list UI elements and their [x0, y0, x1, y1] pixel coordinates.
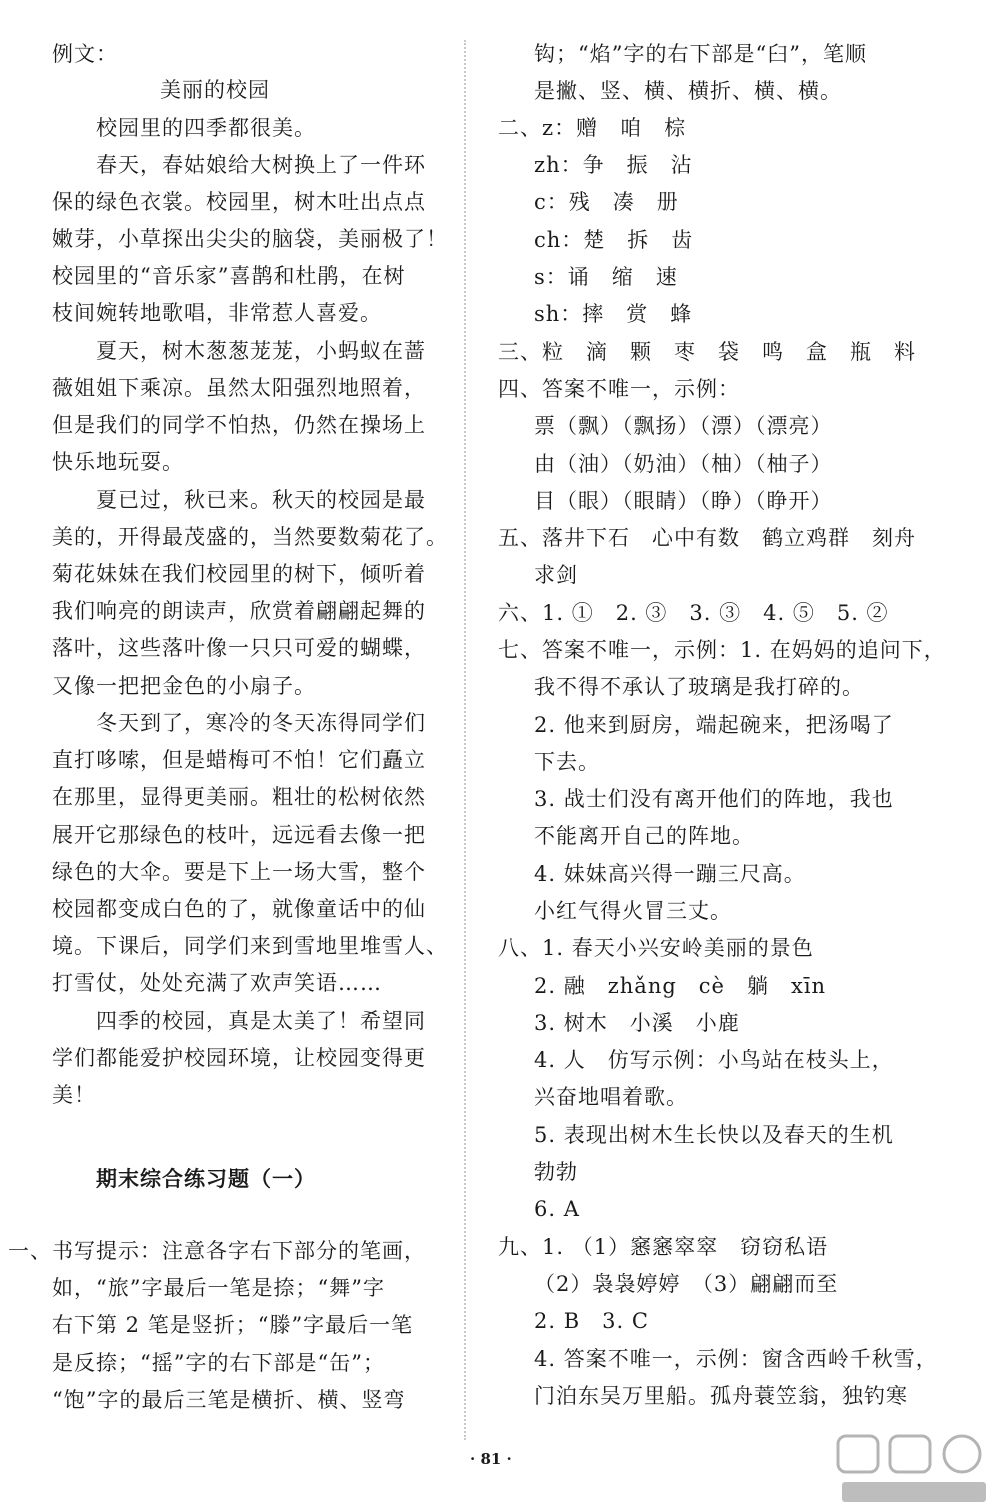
text-line: （2）袅袅婷婷 （3）翩翩而至 — [534, 1272, 839, 1296]
text-line: sh：摔 赏 蜂 — [534, 302, 693, 326]
text-line: 四、答案不唯一，示例： — [498, 377, 740, 401]
text-line: 嫩芽，小草探出尖尖的脑袋，美丽极了！ — [52, 227, 448, 251]
text-line: 小红气得火冒三丈。 — [534, 899, 732, 923]
text-line: 快乐地玩耍。 — [52, 450, 184, 474]
text-line: 2. 他来到厨房，端起碗来，把汤喝了 — [534, 713, 894, 737]
text-line: 如，“旅”字最后一笔是捺；“舞”字 — [52, 1276, 385, 1300]
text-line: 枝间婉转地歌唱，非常惹人喜爱。 — [52, 301, 382, 325]
text-line: s：诵 缩 速 — [534, 265, 678, 289]
text-line: 八、1. 春天小兴安岭美丽的景色 — [498, 936, 814, 960]
text-line: 又像一把把金色的小扇子。 — [52, 674, 316, 698]
text-line: 2. 融 zhǎng cè 躺 xīn — [534, 974, 827, 998]
text-line: 右下第 2 笔是竖折；“滕”字最后一笔 — [52, 1313, 414, 1337]
text-line: 2. B 3. C — [534, 1309, 649, 1333]
text-line: 薇姐姐下乘凉。虽然太阳强烈地照着， — [52, 376, 426, 400]
text-line: 不能离开自己的阵地。 — [534, 824, 754, 848]
text-line: 校园里的“音乐家”喜鹊和杜鹃，在树 — [52, 264, 406, 288]
text-line: 六、1. ① 2. ③ 3. ③ 4. ⑤ 5. ② — [498, 601, 889, 625]
text-line: 下去。 — [534, 750, 600, 774]
text-line: 钩；“焰”字的右下部是“臼”，笔顺 — [534, 42, 867, 66]
text-line: 九、1. （1）窸窸窣窣 窃窃私语 — [498, 1235, 829, 1259]
text-line: 保的绿色衣裳。校园里，树木吐出点点 — [52, 190, 426, 214]
text-line: 勃勃 — [534, 1160, 578, 1184]
text-line: 但是我们的同学不怕热，仍然在操场上 — [52, 413, 426, 437]
text-line: 3. 战士们没有离开他们的阵地，我也 — [534, 787, 894, 811]
text-line: 我不得不承认了玻璃是我打碎的。 — [534, 675, 864, 699]
text-line: 落叶，这些落叶像一只只可爱的蝴蝶， — [52, 636, 426, 660]
text-line: 是撇、竖、横、横折、横、横。 — [534, 79, 842, 103]
text-line: 由（油）（奶油）（柚）（柚子） — [534, 452, 833, 476]
text-line: 在那里，显得更美丽。粗壮的松树依然 — [52, 785, 426, 809]
text-line: 春天，春姑娘给大树换上了一件环 — [96, 153, 426, 177]
text-line: 4. 答案不唯一，示例：窗含西岭千秋雪， — [534, 1347, 938, 1371]
text-line: 冬天到了，寒冷的冬天冻得同学们 — [96, 711, 426, 735]
text-line: 展开它那绿色的枝叶，远远看去像一把 — [52, 823, 426, 847]
text-line: 绿色的大伞。要是下上一场大雪，整个 — [52, 860, 426, 884]
text-line: 一、书写提示：注意各字右下部分的笔画， — [8, 1239, 426, 1263]
text-line: c：残 凑 册 — [534, 190, 679, 214]
text-line: 学们都能爱护校园环境，让校园变得更 — [52, 1046, 426, 1070]
text-line: 直打哆嗦，但是蜡梅可不怕！它们矗立 — [52, 748, 426, 772]
section-title: 期末综合练习题（一） — [96, 1167, 316, 1191]
text-line: 目（眼）（眼睛）（睁）（睁开） — [534, 489, 833, 513]
text-line: 6. A — [534, 1197, 580, 1221]
text-line: 是反捺；“摇”字的右下部是“缶”； — [52, 1351, 385, 1375]
text-line: “饱”字的最后三笔是横折、横、竖弯 — [52, 1388, 406, 1412]
text-line: 四季的校园，真是太美了！希望同 — [96, 1009, 426, 1033]
text-line: 境。下课后，同学们来到雪地里堆雪人、 — [52, 934, 448, 958]
text-line: 五、落井下石 心中有数 鹤立鸡群 刻舟 — [498, 526, 916, 550]
text-line: 例文： — [52, 42, 118, 66]
essay-title: 美丽的校园 — [160, 78, 270, 102]
text-line: 夏已过，秋已来。秋天的校园是最 — [96, 488, 426, 512]
text-line: 我们响亮的朗读声，欣赏着翩翩起舞的 — [52, 599, 426, 623]
text-line: 菊花妹妹在我们校园里的树下，倾听着 — [52, 562, 426, 586]
text-line: 二、z：赠 咱 棕 — [498, 116, 687, 140]
text-line: 美！ — [52, 1083, 96, 1107]
text-line: 三、粒 滴 颗 枣 袋 鸣 盒 瓶 料 — [498, 340, 916, 364]
text-line: 票（飘）（飘扬）（漂）（漂亮） — [534, 414, 833, 438]
column-divider — [464, 40, 466, 1440]
text-line: 夏天，树木葱葱茏茏，小蚂蚁在蔷 — [96, 339, 426, 363]
text-line: 门泊东吴万里船。孤舟蓑笠翁，独钓寒 — [534, 1384, 908, 1408]
text-line: zh：争 振 沾 — [534, 153, 693, 177]
text-line: 3. 树木 小溪 小鹿 — [534, 1011, 740, 1035]
text-line: ch：楚 拆 齿 — [534, 228, 694, 252]
text-line: 4. 妹妹高兴得一蹦三尺高。 — [534, 862, 806, 886]
text-line: 兴奋地唱着歌。 — [534, 1085, 688, 1109]
text-line: 打雪仗，处处充满了欢声笑语…… — [52, 971, 382, 995]
watermark-logo — [834, 1432, 994, 1508]
text-line: 校园都变成白色的了，就像童话中的仙 — [52, 897, 426, 921]
text-line: 4. 人 仿写示例：小鸟站在枝头上， — [534, 1048, 894, 1072]
text-line: 美的，开得最茂盛的，当然要数菊花了。 — [52, 525, 448, 549]
text-line: 七、答案不唯一，示例：1. 在妈妈的追问下， — [498, 638, 946, 662]
page-number: · 81 · — [470, 1450, 512, 1468]
text-line: 求剑 — [534, 563, 578, 587]
text-line: 校园里的四季都很美。 — [96, 116, 316, 140]
text-line: 5. 表现出树木生长快以及春天的生机 — [534, 1123, 894, 1147]
